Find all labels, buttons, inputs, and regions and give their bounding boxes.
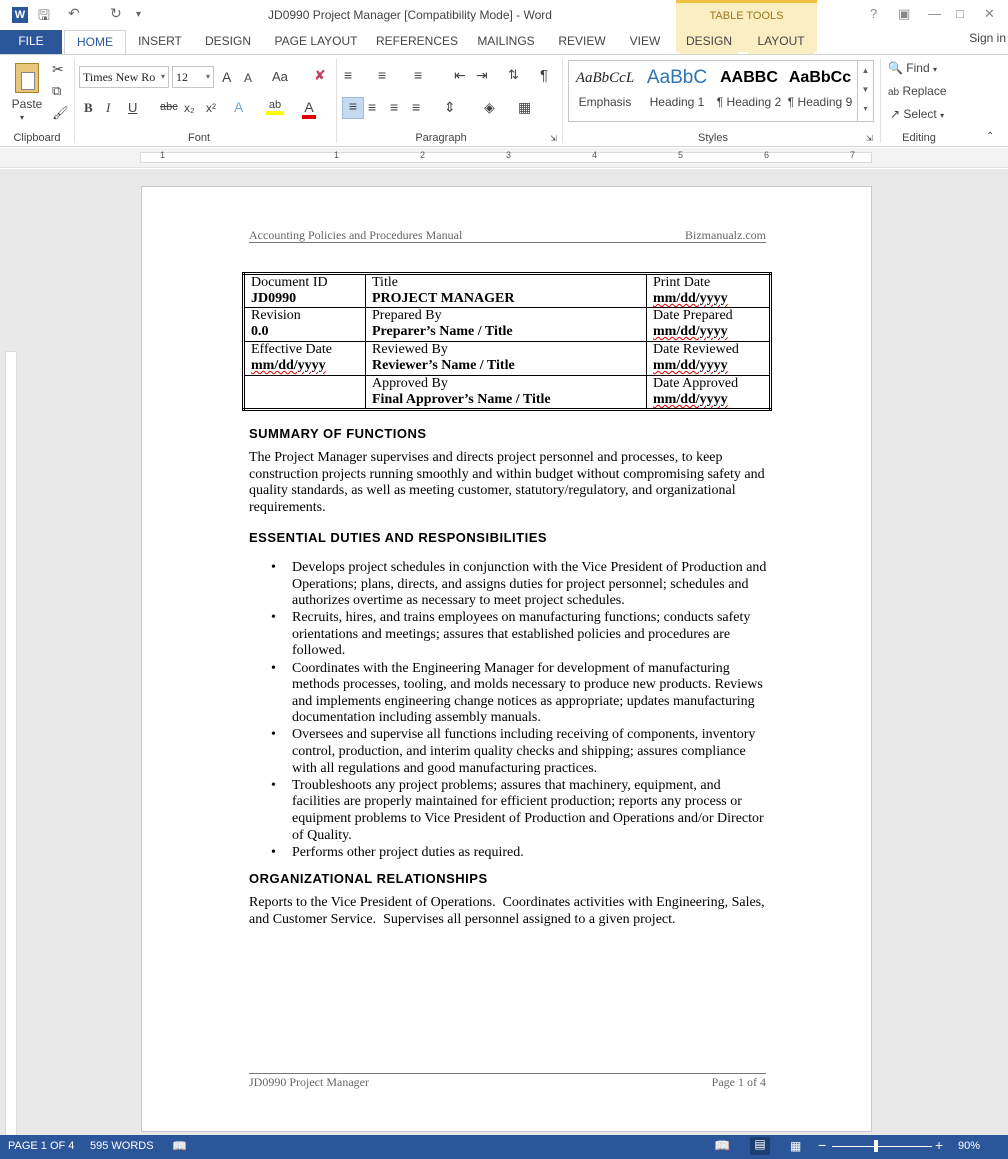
text-effects-icon[interactable]: A (234, 99, 244, 115)
ribbon-tabs (0, 30, 1008, 54)
find-button[interactable] (888, 61, 937, 75)
info-table-cell[interactable] (647, 274, 771, 308)
cell-label: Approved By (372, 376, 448, 391)
info-table-cell[interactable] (244, 274, 366, 308)
style-sample: AaBbCc (788, 69, 852, 86)
format-painter-icon[interactable]: 🖌 (52, 105, 69, 120)
dialog-launcher-icon[interactable]: ⇲ (550, 134, 557, 143)
minimize-icon[interactable]: — (928, 6, 941, 21)
justify-icon[interactable]: ≡ (412, 99, 421, 115)
cell-label: Date Reviewed (653, 342, 739, 357)
print-layout-icon[interactable]: ▤ (750, 1137, 770, 1155)
shrink-font-button[interactable]: A (244, 71, 253, 85)
font-name-select[interactable] (79, 66, 169, 88)
decrease-indent-icon[interactable]: ⇤ (454, 67, 466, 83)
cell-label: Effective Date (251, 342, 332, 357)
tab-table-design[interactable]: DESIGN (680, 30, 738, 54)
proofing-icon[interactable]: 📖 (172, 1139, 187, 1153)
bullets-icon[interactable]: ≡ (344, 67, 353, 83)
duties-heading: ESSENTIAL DUTIES AND RESPONSIBILITIES (249, 530, 548, 545)
cell-label: Prepared By (372, 308, 442, 323)
info-table-cell[interactable] (647, 376, 771, 410)
grow-font-button[interactable]: A (222, 69, 232, 85)
zoom-in-button[interactable]: + (935, 1137, 944, 1153)
ribbon (0, 54, 1008, 147)
style-name: Emphasis (578, 95, 632, 109)
superscript-button[interactable]: x² (206, 101, 216, 115)
highlight-color-icon[interactable]: ab (266, 99, 284, 115)
cell-value: mm/dd/yyyy (653, 392, 728, 407)
word-count[interactable]: 595 WORDS (90, 1140, 154, 1152)
info-table-cell[interactable] (244, 376, 366, 410)
info-table-cell[interactable] (366, 274, 647, 308)
ruler-number: 1 (334, 150, 340, 160)
web-layout-icon[interactable]: ▦ (790, 1139, 802, 1153)
info-table-row (244, 342, 771, 376)
font-name-value: Times New Ro (83, 70, 156, 84)
document-info-table[interactable] (242, 272, 772, 411)
group-divider (336, 59, 337, 143)
font-size-select[interactable] (172, 66, 214, 88)
save-icon[interactable]: 🖫 (38, 7, 50, 23)
line-spacing-icon[interactable]: ⇕ (444, 99, 456, 115)
undo-icon[interactable]: ↶ (68, 5, 80, 21)
duties-list (292, 560, 772, 862)
cursor-icon: ↗ (890, 107, 901, 121)
chevron-down-icon: ▾ (932, 65, 937, 74)
bold-button[interactable]: B (84, 100, 93, 115)
clear-formatting-icon[interactable]: ✘ (314, 67, 326, 83)
info-table-cell[interactable] (647, 342, 771, 376)
sort-icon[interactable]: ⇅ (508, 67, 519, 82)
tab-page-layout[interactable]: PAGE LAYOUT (274, 34, 358, 48)
style-name: ¶ Heading 2 (716, 95, 782, 109)
italic-button[interactable]: I (106, 100, 111, 115)
list-item: • Recruits, hires, and trains employees on manufacturing functions; conducts safety orientations and meetings; assures that established policies and procedures are followed. (292, 610, 772, 660)
increase-indent-icon[interactable]: ⇥ (476, 67, 488, 83)
style-sample: AABBC (720, 69, 778, 86)
group-divider (880, 59, 881, 143)
ribbon-display-icon[interactable]: ▣ (898, 6, 911, 21)
tab-view[interactable]: VIEW (629, 34, 661, 48)
font-size-value: 12 (176, 70, 188, 84)
header-right: Bizmanualz.com (685, 228, 766, 242)
group-divider (74, 59, 75, 143)
cell-value: Final Approver’s Name / Title (372, 392, 551, 407)
cell-label: Print Date (653, 275, 711, 290)
copy-icon[interactable]: ⧉ (52, 83, 62, 98)
cell-label: Document ID (251, 275, 328, 290)
ruler-number: 7 (850, 150, 856, 160)
list-item: • Coordinates with the Engineering Manager for development of manufacturing methods processes, tooling, and molds necessary to produce new products. Reviews and implements engineering change notices as appropriate; updates manufacturing documentation including assembly manuals. (292, 661, 772, 727)
page-count[interactable]: PAGE 1 OF 4 (8, 1140, 75, 1152)
restore-icon[interactable]: □ (956, 6, 964, 21)
tab-mailings[interactable]: MAILINGS (477, 34, 535, 48)
style-name: ¶ Heading 9 (787, 95, 853, 109)
cell-label: Revision (251, 308, 301, 323)
list-item: • Oversees and supervise all functions including receiving of components, inventory control, production, and interim quality checks and shipping; assures compliance with all regulations and good manufacturing practices. (292, 727, 772, 777)
sign-in-link[interactable]: Sign in (969, 31, 1006, 45)
cell-label: Date Approved (653, 376, 739, 391)
select-button[interactable] (890, 107, 944, 121)
cell-value: mm/dd/yyyy (653, 291, 728, 306)
paste-dropdown-icon[interactable]: ▾ (20, 113, 25, 122)
replace-label: Replace (902, 84, 947, 98)
select-label: Select (903, 107, 937, 121)
style-name: Heading 1 (649, 95, 705, 109)
tab-file[interactable]: FILE (0, 30, 62, 54)
tab-design[interactable]: DESIGN (204, 34, 251, 48)
header-left: Accounting Policies and Procedures Manual (249, 228, 463, 242)
ruler-number: 2 (420, 150, 426, 160)
title-bar (0, 0, 1008, 30)
chevron-down-icon: ▾ (160, 72, 165, 81)
strikethrough-button[interactable]: abc (160, 101, 178, 113)
cell-label: Title (372, 275, 398, 290)
info-table-cell[interactable] (244, 308, 366, 342)
tab-table-layout[interactable]: LAYOUT (748, 30, 814, 54)
font-color-icon[interactable]: A (302, 99, 316, 119)
multilevel-list-icon[interactable]: ≡ (414, 67, 423, 83)
cell-value: Preparer’s Name / Title (372, 324, 513, 339)
ruler-number: 4 (592, 150, 598, 160)
change-case-button[interactable]: Aa (272, 69, 288, 84)
align-center-icon[interactable]: ≡ (368, 99, 377, 115)
clipboard-group-label: Clipboard (13, 132, 61, 144)
style-heading-9[interactable] (785, 65, 855, 109)
list-item: • Troubleshoots any project problems; assures that machinery, equipment, and facilities are properly maintained for efficient production; reports any process or equipment problems to Vice President of Production and Operations and/or Director of Quality. (292, 778, 772, 844)
cell-label: Reviewed By (372, 342, 448, 357)
list-item: • Performs other project duties as required. (292, 845, 772, 862)
customize-qat-icon[interactable]: ▾ (136, 9, 142, 20)
style-emphasis[interactable] (569, 65, 641, 109)
zoom-out-button[interactable]: − (818, 1137, 827, 1153)
footer-left: JD0990 Project Manager (249, 1075, 369, 1089)
cut-icon[interactable]: ✂ (52, 61, 64, 77)
cell-value: Reviewer’s Name / Title (372, 358, 515, 373)
collapse-ribbon-icon[interactable]: ⌃ (986, 131, 995, 142)
find-label: Find (906, 61, 930, 75)
vertical-ruler[interactable] (5, 351, 17, 1159)
styles-gallery (568, 60, 874, 122)
style-heading-1[interactable] (641, 65, 713, 109)
font-group-label: Font (187, 132, 210, 144)
close-icon[interactable]: ✕ (984, 6, 995, 21)
cell-value: mm/dd/yyyy (251, 358, 326, 373)
cell-value: mm/dd/yyyy (653, 324, 728, 339)
zoom-slider-thumb[interactable] (874, 1140, 878, 1152)
info-table-row (244, 308, 771, 342)
underline-button[interactable]: U (128, 100, 138, 115)
cell-value: JD0990 (251, 291, 297, 306)
replace-button[interactable] (888, 84, 947, 98)
ruler-number: 1 (160, 150, 166, 160)
tab-insert[interactable]: INSERT (138, 34, 182, 48)
tab-review[interactable]: REVIEW (558, 34, 606, 48)
group-divider (562, 59, 563, 143)
info-table-cell[interactable] (244, 342, 366, 376)
help-icon[interactable]: ? (870, 6, 878, 21)
style-sample: AaBbCcL (575, 70, 635, 86)
redo-icon[interactable]: ↻ (110, 5, 122, 21)
editing-group-label: Editing (902, 132, 936, 144)
ruler-number: 5 (678, 150, 684, 160)
chevron-down-icon: ▾ (205, 72, 210, 81)
relations-paragraph: Reports to the Vice President of Operations. Coordinates activities with Engineering, Sales, and Customer Service. Supervises all personnel assigned to a given project. (249, 895, 769, 927)
summary-heading: SUMMARY OF FUNCTIONS (249, 426, 427, 441)
document-page[interactable] (141, 186, 872, 1132)
shading-icon[interactable]: ◈ (484, 99, 495, 115)
page-header (249, 228, 766, 243)
info-table-cell[interactable] (647, 308, 771, 342)
style-sample: AaBbC (646, 67, 708, 88)
chevron-down-icon: ▾ (940, 111, 945, 120)
align-left-icon[interactable]: ≡ (342, 97, 364, 119)
cell-value: mm/dd/yyyy (653, 358, 728, 373)
table-tools-label: TABLE TOOLS (709, 10, 784, 22)
show-formatting-button[interactable]: ¶ (540, 67, 549, 84)
info-table-cell[interactable] (366, 342, 647, 376)
numbering-icon[interactable]: ≡ (378, 67, 387, 83)
zoom-level[interactable]: 90% (958, 1140, 981, 1152)
tab-home[interactable]: HOME (64, 30, 126, 55)
gallery-scroll[interactable]: ▲ ▼ ▾ (857, 61, 873, 121)
paste-icon[interactable] (10, 61, 44, 101)
ruler-number: 6 (764, 150, 770, 160)
cell-label: Date Prepared (653, 308, 733, 323)
document-workspace (0, 169, 1008, 1135)
dialog-launcher-icon[interactable]: ⇲ (866, 134, 873, 143)
horizontal-ruler[interactable] (0, 148, 1008, 168)
replace-icon: ab (888, 87, 900, 98)
relations-heading: ORGANIZATIONAL RELATIONSHIPS (249, 871, 488, 886)
footer-right: Page 1 of 4 (711, 1075, 766, 1089)
cell-value: 0.0 (251, 324, 269, 339)
binoculars-icon: 🔍 (888, 61, 903, 75)
paragraph-group-label: Paragraph (415, 132, 467, 144)
summary-paragraph: The Project Manager supervises and directs project personnel and processes, to keep construction projects running smoothly and within budget without compromising safety and quality standards, as well as meeting customer, statutory/regulatory, and organizational requirements. (249, 450, 765, 515)
tab-references[interactable]: REFERENCES (376, 34, 459, 48)
info-table-row (244, 376, 771, 410)
styles-group-label: Styles (698, 132, 728, 144)
info-table-cell[interactable] (366, 376, 647, 410)
info-table-row (244, 274, 771, 308)
paste-button[interactable]: Paste (11, 97, 43, 111)
zoom-slider[interactable] (832, 1146, 932, 1147)
style-heading-2[interactable] (713, 65, 785, 109)
read-mode-icon[interactable]: 📖 (714, 1138, 731, 1153)
cell-value: PROJECT MANAGER (372, 291, 515, 306)
ruler-number: 3 (506, 150, 512, 160)
subscript-button[interactable]: x₂ (184, 101, 195, 115)
info-table-cell[interactable] (366, 308, 647, 342)
page-footer (249, 1073, 766, 1090)
align-right-icon[interactable]: ≡ (390, 99, 399, 115)
word-icon[interactable]: W (12, 7, 28, 23)
list-item: • Develops project schedules in conjunction with the Vice President of Production and Operations; plans, directs, and assigns duties for project personnel; schedules and authorizes overtime as necessary to meet project schedules. (292, 560, 772, 610)
borders-icon[interactable]: ▦ (518, 99, 532, 115)
status-bar (0, 1135, 1008, 1159)
window-title: JD0990 Project Manager [Compatibility Mode] - Word (268, 8, 552, 22)
